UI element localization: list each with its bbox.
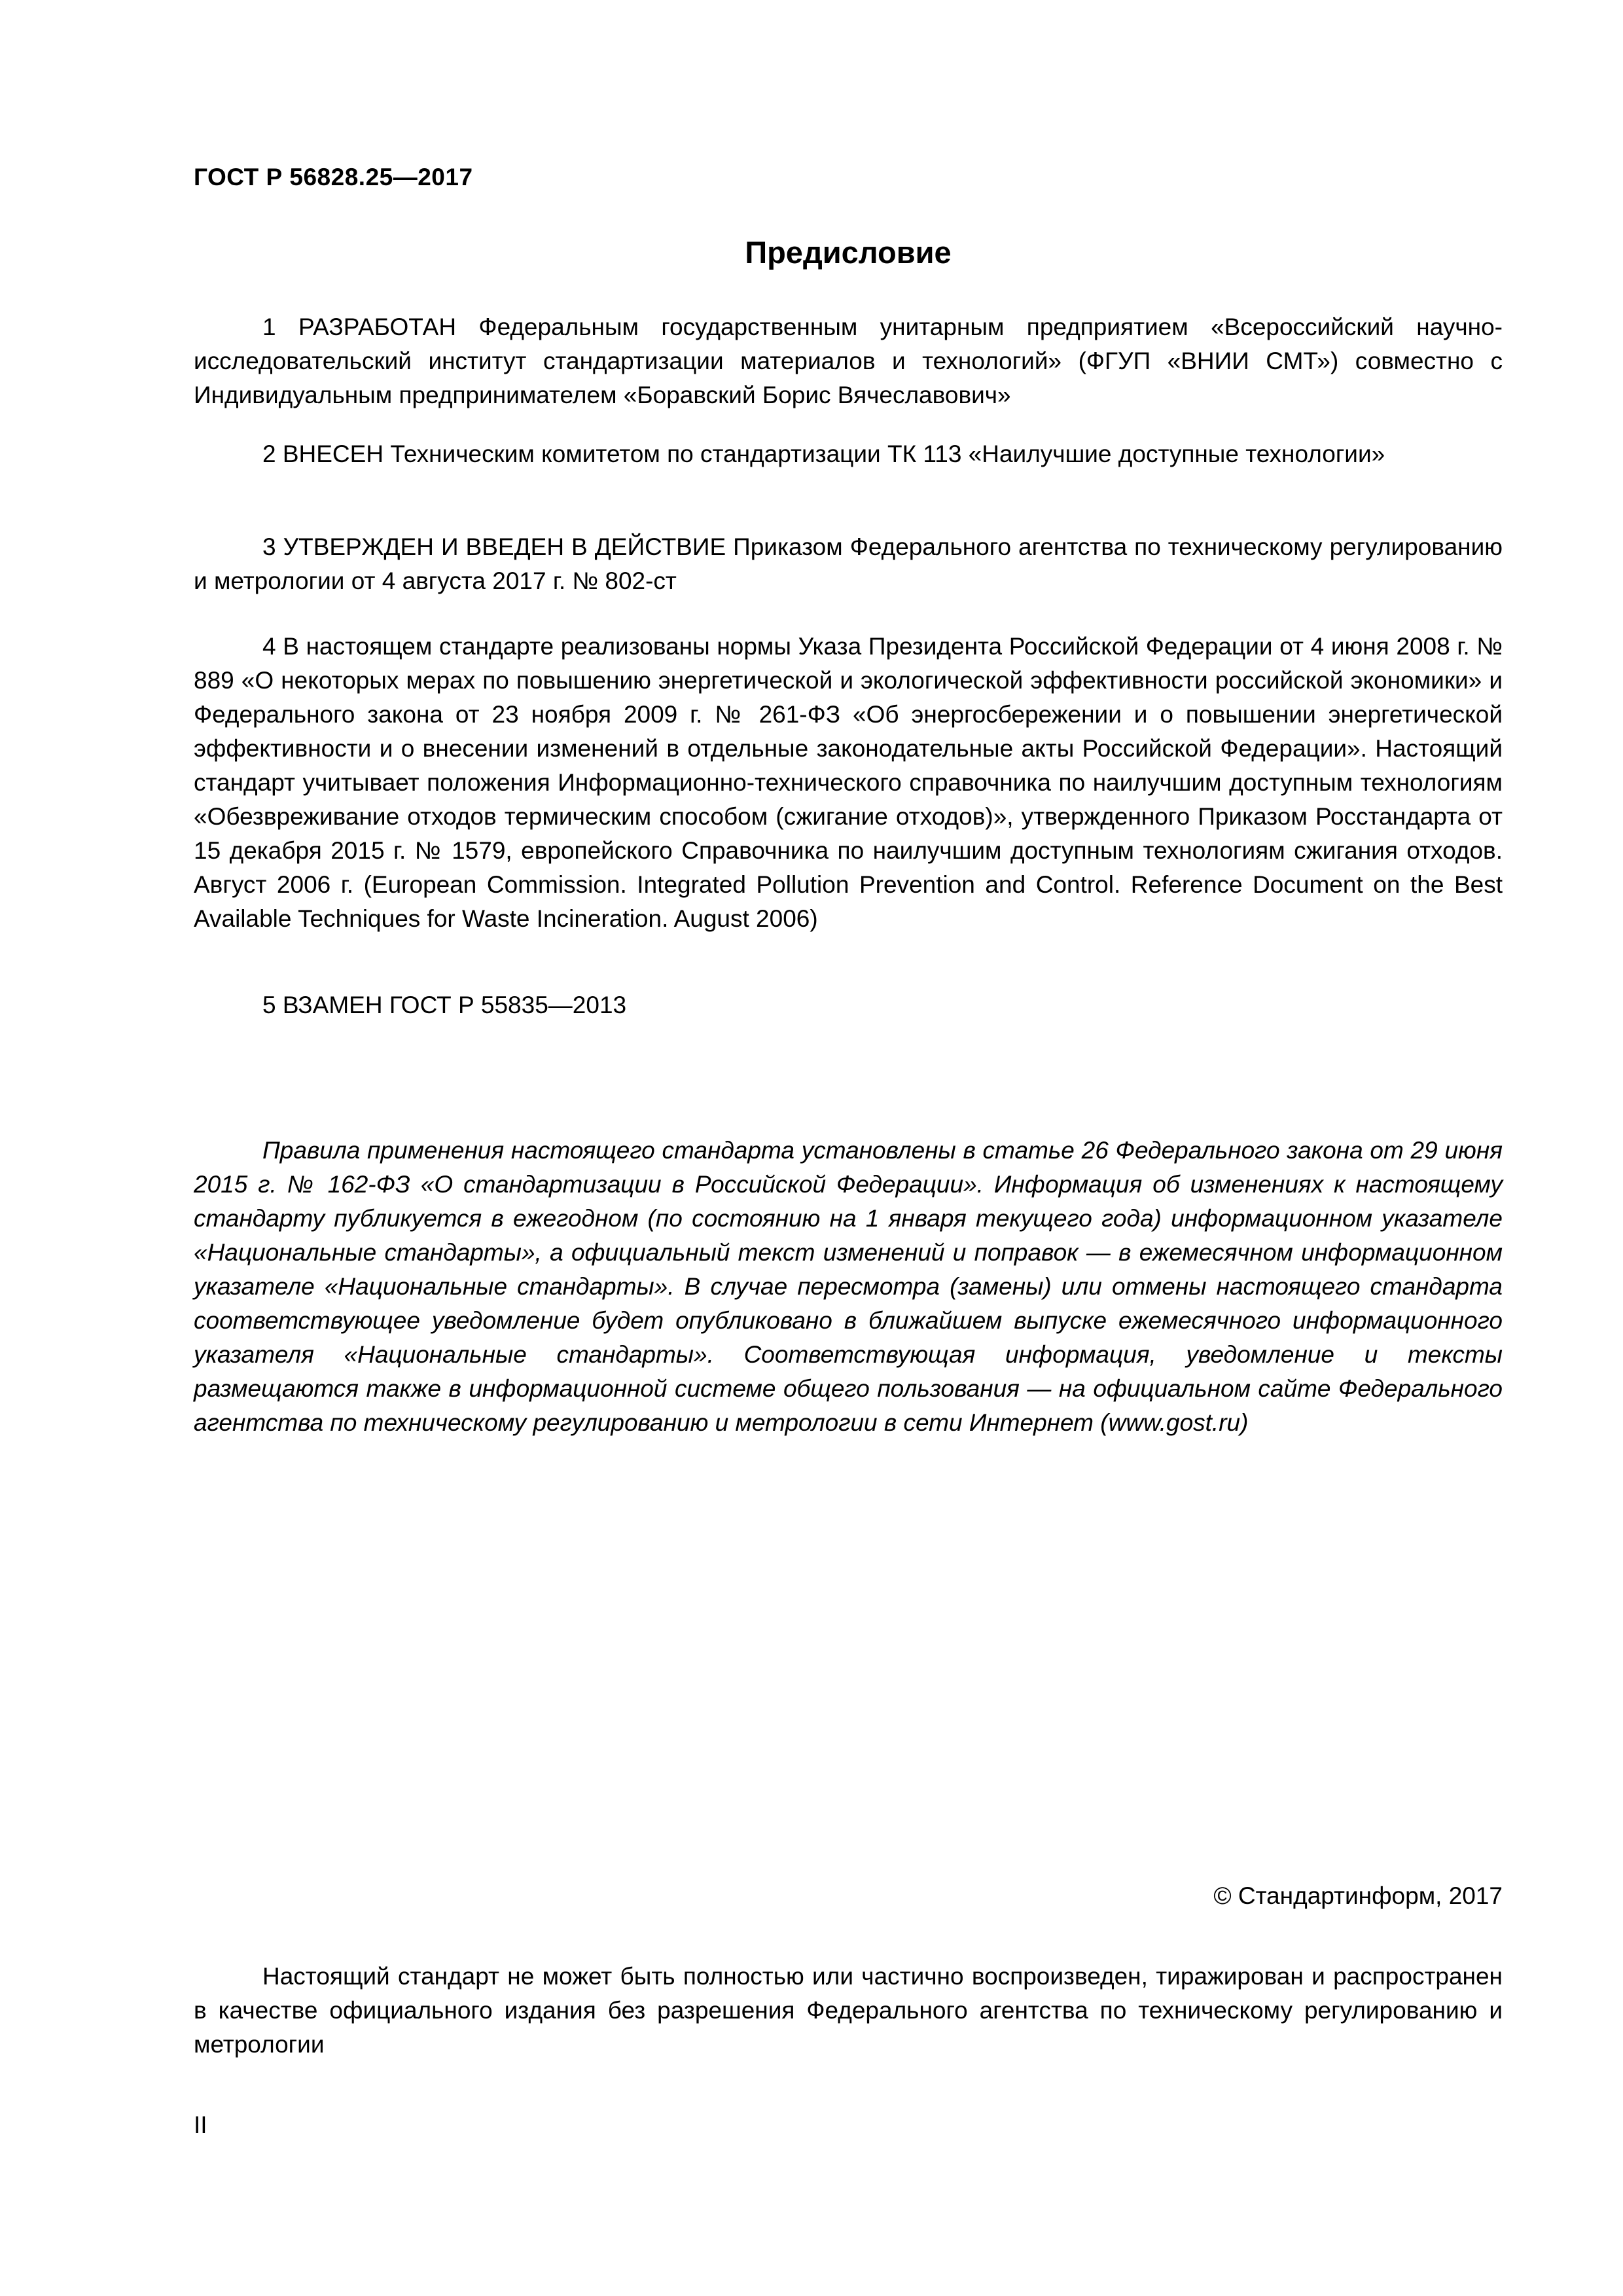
foreword-item-5 [194,988,1503,1022]
foreword-item-3 [194,530,1503,598]
foreword-item-4 [194,630,1503,936]
copyright-notice: © Стандартинформ, 2017 [1213,1882,1503,1909]
reproduction-notice-text: Настоящий стандарт не может быть полностью или частично воспроизведен, тиражирован и распространен в качестве официального издания без разрешения Федерального агентства по техническому регулированию и метрологии [194,1963,1503,2058]
application-rules-text: Правила применения настоящего стандарта установлены в статье 26 Федерального закона от 29 июня 2015 г. № 162-ФЗ «О стандартизации в Российской Федерации». Информация об изменениях к настоящему стандарту публикуется в ежегодном (по состоянию на 1 января текущего года) информационном указателе «Национальные стандарты», а официальный текст изменений и поправок — в ежемесячном информационном указателе «Национальные стандарты». В случае пересмотра (замены) или отмены настоящего стандарта соответствующее уведомление будет опубликовано в ближайшем выпуске ежемесячного информационного указателя «Национальные стандарты». Соответствующая информация, уведомление и тексты размещаются также в информационной системе общего пользования — на официальном сайте Федерального агентства по техническому регулированию и метрологии в сети Интернет (www.gost.ru) [194,1137,1503,1436]
reproduction-notice [194,1960,1503,2062]
foreword-item-1 [194,310,1503,412]
foreword-item-4-text: 4 В настоящем стандарте реализованы нормы Указа Президента Российской Федерации от 4 июня 2008 г. № 889 «О некоторых мерах по повышению энергетической и экологической эффективности российской экономики» и Федерального закона от 23 ноября 2009 г. № 261-ФЗ «Об энергосбережении и о повышении энергетической эффективности и о внесении изменений в отдельные законодательные акты Российской Федерации». Настоящий стандарт учитывает положения Информационно-технического справочника по наилучшим доступным технологиям «Обезвреживание отходов термическим способом (сжигание отходов)», утвержденного Приказом Росстандарта от 15 декабря 2015 г. № 1579, европейского Справочника по наилучшим доступным технологиям сжигания отходов. Август 2006 г. (European Commission. Integrated Pollution Prevention and Control. Reference Document on the Best Available Techniques for Waste Incineration. August 2006) [194,633,1503,932]
foreword-item-1-text: 1 РАЗРАБОТАН Федеральным государственным унитарным предприятием «Всероссийский научно-исследовательский институт стандартизации материалов и технологий» (ФГУП «ВНИИ СМТ») совместно с Индивидуальным предпринимателем «Боравский Борис Вячеславович» [194,314,1503,408]
page-number: II [194,2111,207,2138]
application-rules [194,1134,1503,1440]
foreword-item-2 [194,437,1503,471]
foreword-item-5-text: 5 ВЗАМЕН ГОСТ Р 55835—2013 [262,992,627,1018]
foreword-item-2-text: 2 ВНЕСЕН Техническим комитетом по стандартизации ТК 113 «Наилучшие доступные технологии» [262,440,1385,467]
page-title: Предисловие [745,235,952,270]
document-code: ГОСТ Р 56828.25—2017 [194,164,473,190]
foreword-item-3-text: 3 УТВЕРЖДЕН И ВВЕДЕН В ДЕЙСТВИЕ Приказом Федерального агентства по техническому регулированию и метрологии от 4 августа 2017 г. № 802-ст [194,533,1503,594]
